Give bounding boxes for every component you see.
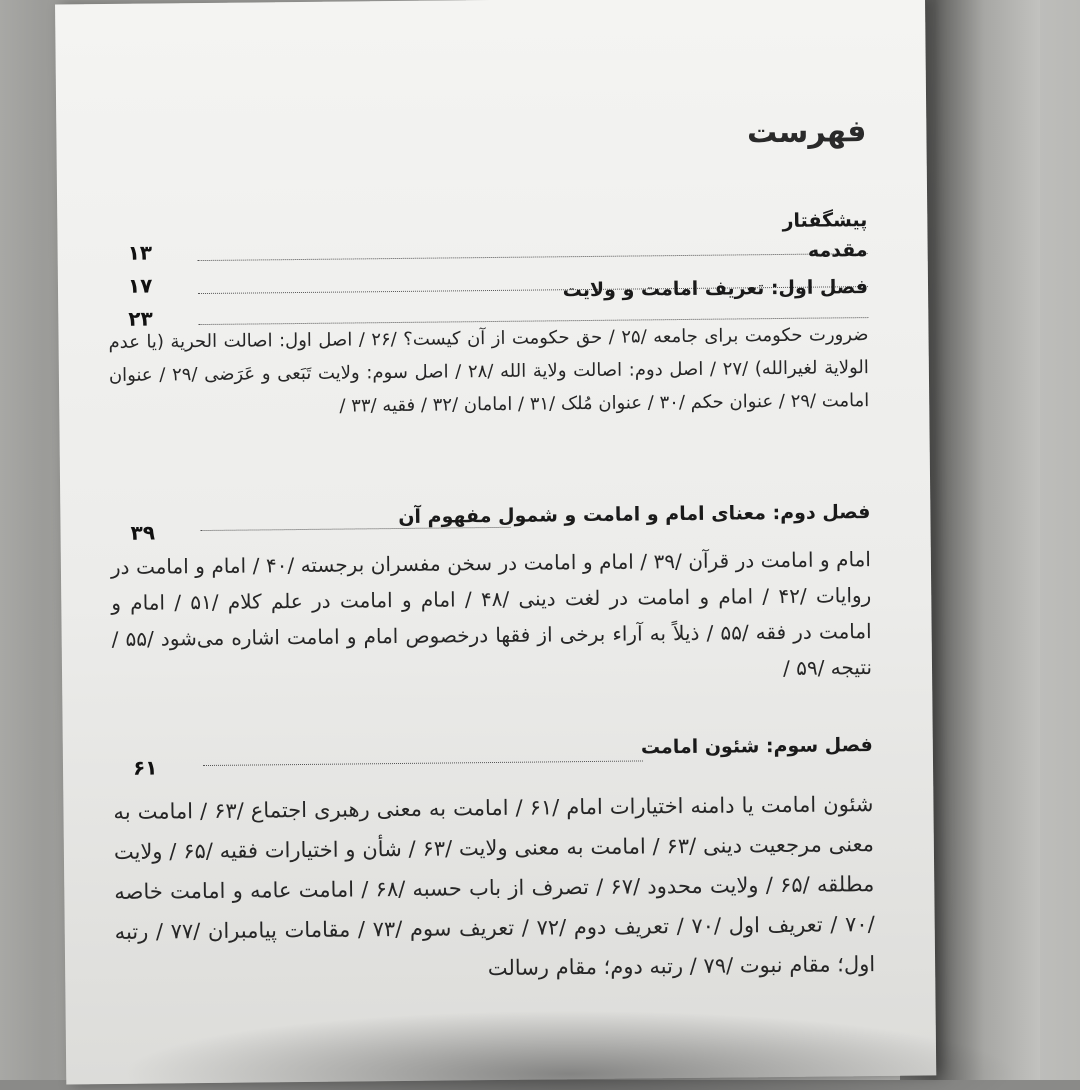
toc-entry-label: فصل سوم: شئون امامت — [640, 734, 873, 759]
dotted-leader — [203, 760, 643, 766]
shadow — [120, 1010, 1020, 1090]
toc-entry-label: فصل اول: تعریف امامت و ولایت — [562, 276, 869, 302]
toc-entry-chapter-3 — [132, 734, 873, 780]
chapter-2-subsections: امام و امامت در قرآن /۳۹ / امام و امامت در سخن مفسران برجسته /۴۰ / امام و امامت در روایات /۴۲ / امام و امامت در لغت دینی /۴۸ / امام و امامت در علم کلام /۵۱ / امام و امامت در فقه /۵۵ / ذیلاً به آراء برخی از فقها درخصوص امام و امامت اشاره می‌شود /۵۵ / نتیجه /۵۹ / — [110, 547, 873, 680]
page-number: ۶۱ — [132, 755, 158, 780]
page-title: فهرست — [746, 114, 867, 151]
toc-entry-label: فصل دوم: معنای امام و امامت و شمول مفهوم آن — [398, 501, 871, 528]
page-number: ۱۳ — [127, 240, 153, 265]
toc-entry-label: مقدمه — [807, 239, 868, 262]
toc-entry-label: پیشگفتار — [782, 209, 868, 232]
chapter-1-subsections: ضرورت حکومت برای جامعه /۲۵ / حق حکومت از آن کیست؟ /۲۶ / اصل اول: اصالت الحریة (یا عدم الولایة لغیرالله) /۲۷ / اصل دوم: اصالت ولایة الله /۲۸ / اصل سوم: ولایت تَبَعی و عَرَضی /۲۹ / عنوان امامت /۲۹ / عنوان حکم /۳۰ / عنوان مُلک /۳۱ / امامان /۳۲ / فقیه /۳۳ / — [108, 324, 870, 417]
page-number: ۲۳ — [128, 306, 153, 331]
page-number: ۳۹ — [130, 520, 156, 545]
table-of-contents — [55, 0, 936, 1084]
toc-entry-chapter-2 — [130, 501, 871, 545]
book-page — [55, 0, 936, 1084]
page-number: ۱۷ — [127, 273, 153, 298]
dotted-leader — [201, 527, 511, 531]
chapter-3-subsections: شئون امامت یا دامنه اختیارات امام /۶۱ / امامت به معنی رهبری اجتماع /۶۳ / امامت به معنی مرجعیت دینی /۶۳ / امامت به معنی ولایت /۶۳ / شأن و اختیارات فقیه /۶۵ / ولایت مطلقه /۶۵ / ولایت محدود /۶۷ / تصرف از باب حسبه /۶۸ / امامت عامه و امامت خاصه /۷۰ / تعریف اول /۷۰ / تعریف دوم /۷۲ / تعریف سوم /۷۳ / مقامات پیامبران /۷۷ / رتبه اول؛ مقام نبوت /۷۹ / رتبه دوم؛ مقام رسالت — [113, 792, 876, 981]
